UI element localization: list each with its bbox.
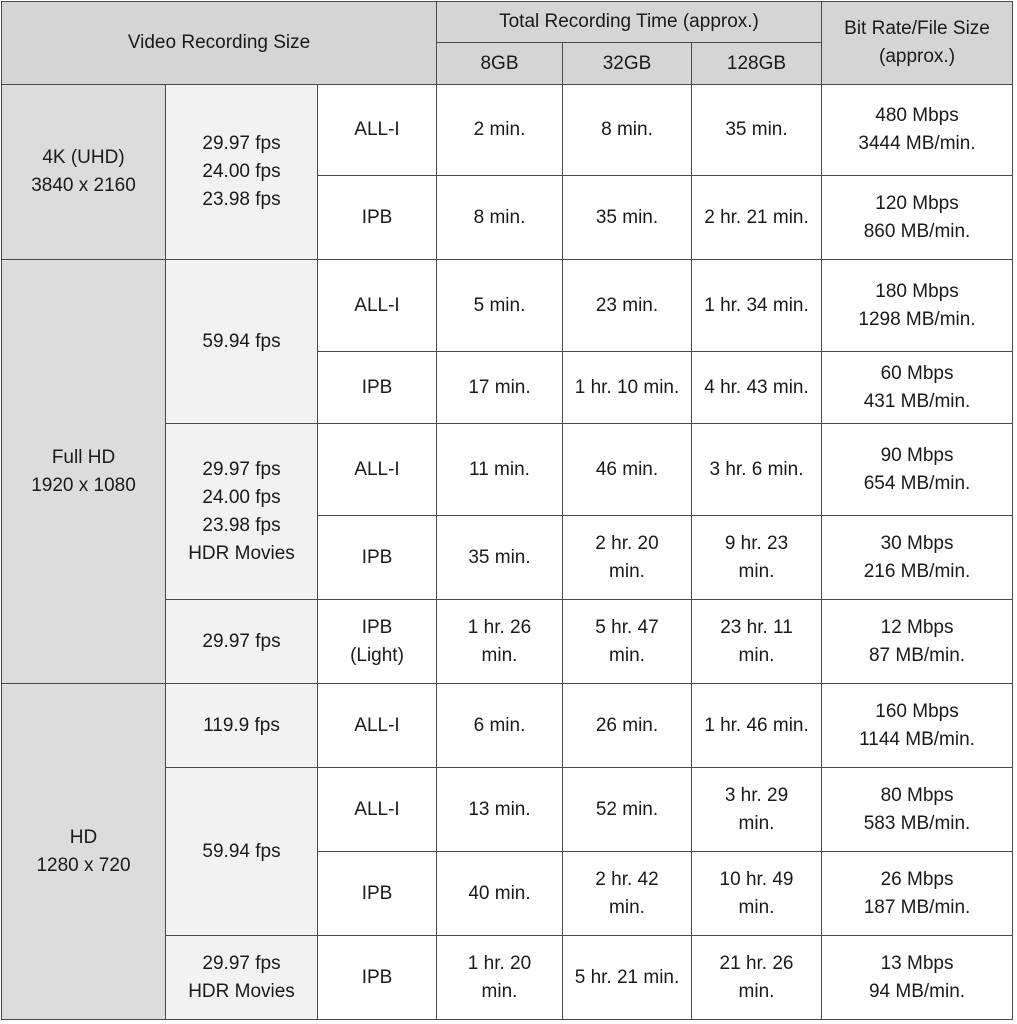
time-128gb-cell: 35 min.: [692, 85, 822, 176]
time-128gb-cell: 1 hr. 34 min.: [692, 260, 822, 352]
time-8gb-cell: 8 min.: [437, 176, 563, 260]
bit-rate-cell: 30 Mbps 216 MB/min.: [822, 516, 1013, 600]
compression-cell: ALL-I: [318, 424, 437, 516]
time-128gb-cell: 21 hr. 26 min.: [692, 936, 822, 1020]
compression-cell: ALL-I: [318, 768, 437, 852]
table-row: [2, 260, 1013, 352]
time-32gb-cell: 35 min.: [563, 176, 692, 260]
time-32gb-cell: 52 min.: [563, 768, 692, 852]
frame-rate-cell: 29.97 fps HDR Movies: [166, 936, 318, 1020]
time-128gb-cell: 9 hr. 23 min.: [692, 516, 822, 600]
time-128gb-cell: 23 hr. 11 min.: [692, 600, 822, 684]
compression-cell: ALL-I: [318, 260, 437, 352]
time-8gb-cell: 35 min.: [437, 516, 563, 600]
bit-rate-cell: 60 Mbps 431 MB/min.: [822, 352, 1013, 424]
time-128gb-cell: 2 hr. 21 min.: [692, 176, 822, 260]
bit-rate-cell: 13 Mbps 94 MB/min.: [822, 936, 1013, 1020]
time-32gb-cell: 1 hr. 10 min.: [563, 352, 692, 424]
bit-rate-cell: 12 Mbps 87 MB/min.: [822, 600, 1013, 684]
compression-cell: ALL-I: [318, 85, 437, 176]
frame-rate-cell: 29.97 fps 24.00 fps 23.98 fps HDR Movies: [166, 424, 318, 600]
time-8gb-cell: 6 min.: [437, 684, 563, 768]
time-128gb-cell: 10 hr. 49 min.: [692, 852, 822, 936]
frame-rate-cell: 119.9 fps: [166, 684, 318, 768]
frame-rate-cell: 29.97 fps: [166, 600, 318, 684]
time-8gb-cell: 1 hr. 26 min.: [437, 600, 563, 684]
time-128gb-cell: 3 hr. 29 min.: [692, 768, 822, 852]
resolution-cell: 4K (UHD) 3840 x 2160: [2, 85, 166, 260]
total-recording-time-header: Total Recording Time (approx.): [437, 2, 822, 43]
frame-rate-cell: 59.94 fps: [166, 768, 318, 936]
time-32gb-cell: 2 hr. 42 min.: [563, 852, 692, 936]
resolution-cell: HD 1280 x 720: [2, 684, 166, 1020]
time-128gb-cell: 4 hr. 43 min.: [692, 352, 822, 424]
bit-rate-cell: 480 Mbps 3444 MB/min.: [822, 85, 1013, 176]
bit-rate-cell: 120 Mbps 860 MB/min.: [822, 176, 1013, 260]
time-32gb-cell: 46 min.: [563, 424, 692, 516]
bit-rate-cell: 26 Mbps 187 MB/min.: [822, 852, 1013, 936]
bit-rate-cell: 180 Mbps 1298 MB/min.: [822, 260, 1013, 352]
compression-cell: IPB (Light): [318, 600, 437, 684]
time-8gb-cell: 1 hr. 20 min.: [437, 936, 563, 1020]
capacity-32gb-header: 32GB: [563, 43, 692, 85]
time-32gb-cell: 2 hr. 20 min.: [563, 516, 692, 600]
time-8gb-cell: 2 min.: [437, 85, 563, 176]
time-128gb-cell: 1 hr. 46 min.: [692, 684, 822, 768]
header-row-top: [2, 2, 1013, 43]
time-8gb-cell: 11 min.: [437, 424, 563, 516]
time-128gb-cell: 3 hr. 6 min.: [692, 424, 822, 516]
table-row: [2, 684, 1013, 768]
compression-cell: ALL-I: [318, 684, 437, 768]
time-8gb-cell: 5 min.: [437, 260, 563, 352]
time-8gb-cell: 13 min.: [437, 768, 563, 852]
compression-cell: IPB: [318, 352, 437, 424]
bit-rate-header: Bit Rate/File Size (approx.): [822, 2, 1013, 85]
recording-time-table: [1, 1, 1013, 1020]
bit-rate-cell: 80 Mbps 583 MB/min.: [822, 768, 1013, 852]
capacity-8gb-header: 8GB: [437, 43, 563, 85]
compression-cell: IPB: [318, 852, 437, 936]
compression-cell: IPB: [318, 516, 437, 600]
time-32gb-cell: 23 min.: [563, 260, 692, 352]
bit-rate-cell: 90 Mbps 654 MB/min.: [822, 424, 1013, 516]
resolution-cell: Full HD 1920 x 1080: [2, 260, 166, 684]
capacity-128gb-header: 128GB: [692, 43, 822, 85]
time-8gb-cell: 40 min.: [437, 852, 563, 936]
time-32gb-cell: 8 min.: [563, 85, 692, 176]
time-8gb-cell: 17 min.: [437, 352, 563, 424]
time-32gb-cell: 5 hr. 21 min.: [563, 936, 692, 1020]
compression-cell: IPB: [318, 176, 437, 260]
frame-rate-cell: 29.97 fps 24.00 fps 23.98 fps: [166, 85, 318, 260]
bit-rate-cell: 160 Mbps 1144 MB/min.: [822, 684, 1013, 768]
table-body: [2, 2, 1013, 1020]
video-recording-size-header: Video Recording Size: [2, 2, 437, 85]
compression-cell: IPB: [318, 936, 437, 1020]
time-32gb-cell: 26 min.: [563, 684, 692, 768]
time-32gb-cell: 5 hr. 47 min.: [563, 600, 692, 684]
table-row: [2, 85, 1013, 176]
frame-rate-cell: 59.94 fps: [166, 260, 318, 424]
